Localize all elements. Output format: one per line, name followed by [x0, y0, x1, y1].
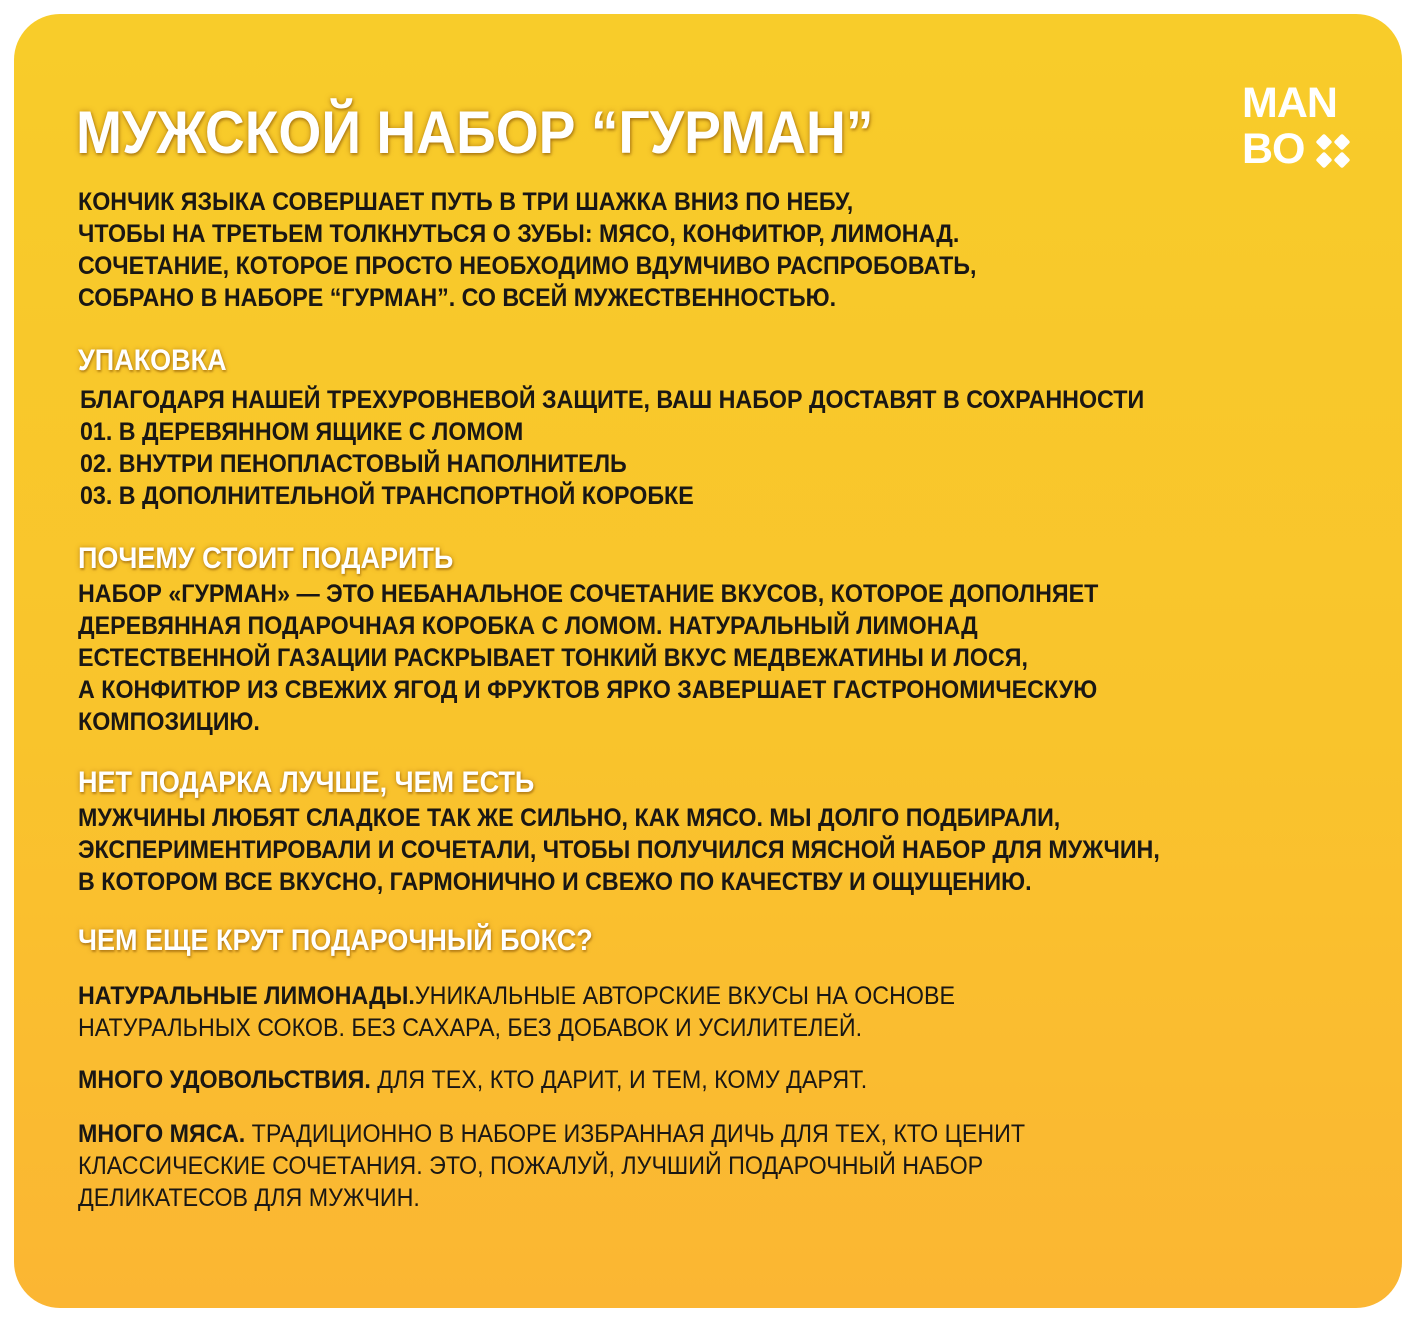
feature-meat — [78, 1118, 1096, 1214]
intro-line: СОЧЕТАНИЕ, КОТОРОЕ ПРОСТО НЕОБХОДИМО ВДУМЧИВО РАСПРОБОВАТЬ, — [78, 252, 977, 280]
feature-lead: МНОГО МЯСА. — [78, 1120, 246, 1148]
packaging-line: 01. В ДЕРЕВЯННОМ ЯЩИКЕ С ЛОМОМ — [80, 418, 524, 446]
feature-line — [78, 1118, 1025, 1150]
feature-text: КЛАССИЧЕСКИЕ СОЧЕТАНИЯ. ЭТО, ПОЖАЛУЙ, ЛУЧШИЙ ПОДАРОЧНЫЙ НАБОР — [78, 1152, 984, 1180]
intro-line: ЧТОБЫ НА ТРЕТЬЕМ ТОЛКНУТЬСЯ О ЗУБЫ: МЯСО, КОНФИТЮР, ЛИМОНАД. — [78, 220, 960, 248]
logo-line-2: BO — [1242, 125, 1305, 173]
feature-line — [78, 980, 955, 1012]
no-better-line: В КОТОРОМ ВСЕ ВКУСНО, ГАРМОНИЧНО И СВЕЖО ПО КАЧЕСТВУ И ОЩУЩЕНИЮ. — [78, 868, 1032, 896]
why-gift-heading: ПОЧЕМУ СТОИТ ПОДАРИТЬ — [78, 542, 454, 575]
manbox-logo — [1242, 80, 1354, 180]
packaging-heading: УПАКОВКА — [78, 344, 227, 377]
feature-text: УНИКАЛЬНЫЕ АВТОРСКИЕ ВКУСЫ НА ОСНОВЕ — [414, 982, 955, 1010]
feature-text: ТРАДИЦИОННО В НАБОРЕ ИЗБРАННАЯ ДИЧЬ ДЛЯ ТЕХ, КТО ЦЕНИТ — [245, 1120, 1026, 1148]
feature-pleasure — [78, 1064, 927, 1096]
no-better-line: МУЖЧИНЫ ЛЮБЯТ СЛАДКОЕ ТАК ЖЕ СИЛЬНО, КАК МЯСО. МЫ ДОЛГО ПОДБИРАЛИ, — [78, 804, 1061, 832]
packaging-line: 03. В ДОПОЛНИТЕЛЬНОЙ ТРАНСПОРТНОЙ КОРОБКЕ — [80, 482, 694, 510]
why-cool-heading: ЧЕМ ЕЩЕ КРУТ ПОДАРОЧНЫЙ БОКС? — [78, 924, 593, 957]
feature-text: ДЕЛИКАТЕСОВ ДЛЯ МУЖЧИН. — [78, 1184, 420, 1212]
intro-paragraph — [78, 186, 1362, 314]
product-card — [14, 14, 1402, 1308]
why-gift-section — [78, 542, 1362, 738]
feature-lead: МНОГО УДОВОЛЬСТВИЯ. — [78, 1066, 371, 1094]
feature-line — [78, 1064, 867, 1096]
no-better-heading: НЕТ ПОДАРКА ЛУЧШЕ, ЧЕМ ЕСТЬ — [78, 766, 535, 799]
packaging-section — [78, 344, 1362, 512]
feature-lead: НАТУРАЛЬНЫЕ ЛИМОНАДЫ. — [78, 982, 415, 1010]
why-gift-line: НАБОР «ГУРМАН» — ЭТО НЕБАНАЛЬНОЕ СОЧЕТАНИЕ ВКУСОВ, КОТОРОЕ ДОПОЛНЯЕТ — [78, 580, 1099, 608]
intro-line: СОБРАНО В НАБОРЕ “ГУРМАН”. СО ВСЕЙ МУЖЕСТВЕННОСТЬЮ. — [78, 284, 837, 312]
why-gift-line: КОМПОЗИЦИЮ. — [78, 708, 260, 736]
why-gift-line: А КОНФИТЮР ИЗ СВЕЖИХ ЯГОД И ФРУКТОВ ЯРКО ЗАВЕРШАЕТ ГАСТРОНОМИЧЕСКУЮ — [78, 676, 1098, 704]
feature-text: НАТУРАЛЬНЫХ СОКОВ. БЕЗ САХАРА, БЕЗ ДОБАВОК И УСИЛИТЕЛЕЙ. — [78, 1014, 863, 1042]
feature-lemonades — [78, 980, 1021, 1044]
page-title: МУЖСКОЙ НАБОР “ГУРМАН” — [76, 99, 874, 166]
intro-line: КОНЧИК ЯЗЫКА СОВЕРШАЕТ ПУТЬ В ТРИ ШАЖКА ВНИЗ ПО НЕБУ, — [78, 188, 854, 216]
no-better-line: ЭКСПЕРИМЕНТИРОВАЛИ И СОЧЕТАЛИ, ЧТОБЫ ПОЛУЧИЛСЯ МЯСНОЙ НАБОР ДЛЯ МУЖЧИН, — [78, 836, 1160, 864]
logo-line-1: MAN — [1242, 79, 1337, 127]
no-better-section — [78, 766, 1362, 898]
why-gift-line: ДЕРЕВЯННАЯ ПОДАРОЧНАЯ КОРОБКА С ЛОМОМ. НАТУРАЛЬНЫЙ ЛИМОНАД — [78, 612, 978, 640]
packaging-line: 02. ВНУТРИ ПЕНОПЛАСТОВЫЙ НАПОЛНИТЕЛЬ — [80, 450, 627, 478]
packaging-line: БЛАГОДАРЯ НАШЕЙ ТРЕХУРОВНЕВОЙ ЗАЩИТЕ, ВАШ НАБОР ДОСТАВЯТ В СОХРАННОСТИ — [80, 386, 1145, 414]
feature-text: ДЛЯ ТЕХ, КТО ДАРИТ, И ТЕМ, КОМУ ДАРЯТ. — [370, 1066, 868, 1094]
why-cool-section — [78, 924, 1362, 958]
logo-cross-mark-icon — [1316, 134, 1350, 168]
why-gift-line: ЕСТЕСТВЕННОЙ ГАЗАЦИИ РАСКРЫВАЕТ ТОНКИЙ ВКУС МЕДВЕЖАТИНЫ И ЛОСЯ, — [78, 644, 1028, 672]
